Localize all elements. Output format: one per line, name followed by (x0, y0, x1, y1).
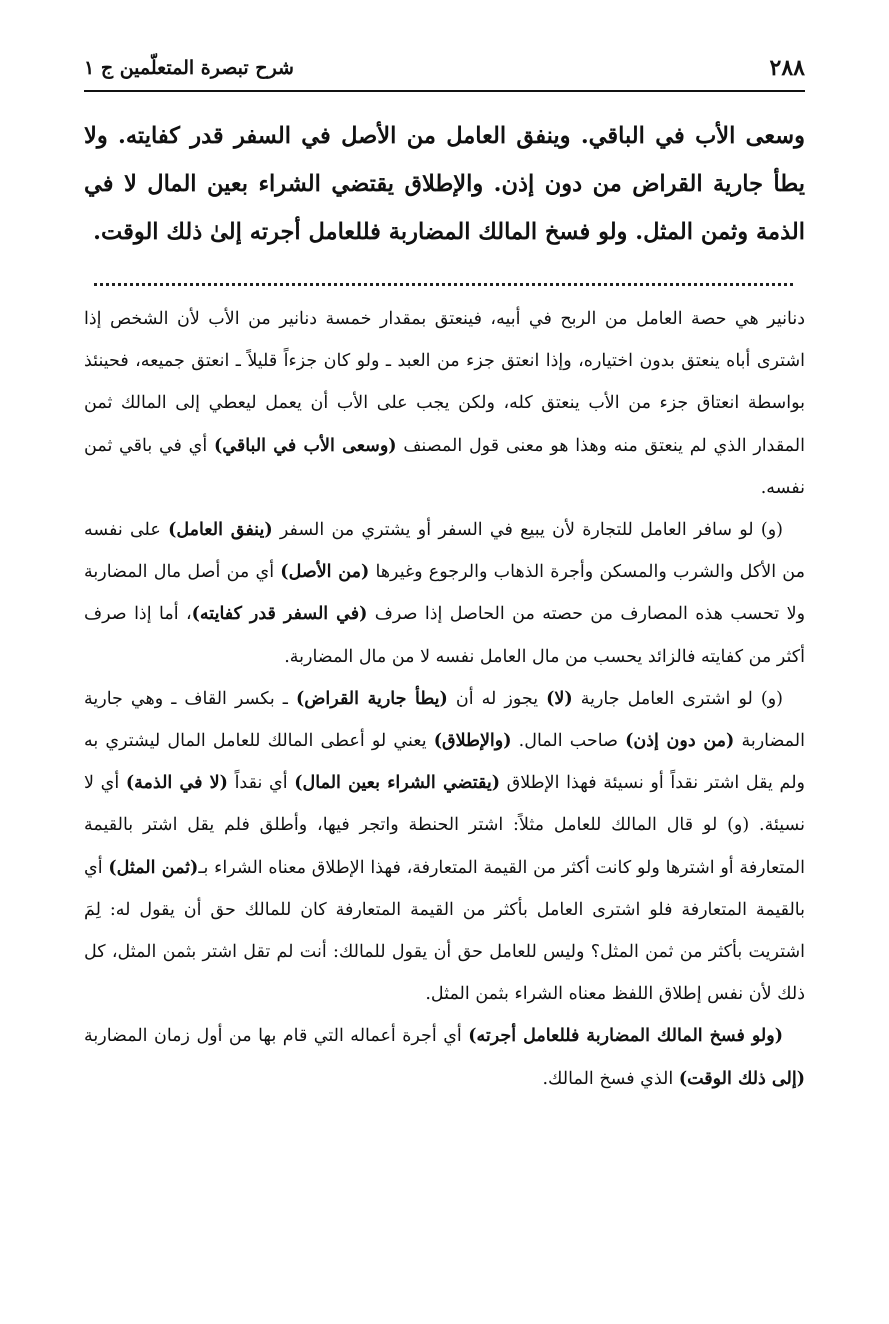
bold-quote: (لا) (546, 688, 573, 709)
bold-quote: (ولو فسخ المالك المضاربة فللعامل أجرته) (468, 1026, 783, 1047)
commentary-paragraph: (و) لو سافر العامل للتجارة لأن يبيع في السفر أو يشتري من السفر (ينفق العامل) على نفسه من الأكل والشرب والمسكن وأجرة الذهاب والرجوع وغيرها (من الأصل) أي من أصل مال المضاربة ولا تحسب هذه المصارف من حصته من الحاصل إذا صرف (في السفر قدر كفايته)، أما إذا صرف أكثر من كفايته فالزائد يحسب من مال العامل نفسه لا من مال المضاربة. (84, 520, 806, 667)
dotted-separator (94, 283, 793, 286)
bold-quote: (ينفق العامل) (168, 520, 273, 541)
commentary-paragraph: دنانير هي حصة العامل من الربح في أبيه، فينعتق بمقدار خمسة دنانير من الأب لأن الشخص إذا اشترى أباه ينعتق بدون اختياره، وإذا انعتق جزء من العبد ـ ولو كان جزءاً قليلاً ـ انعتق جميعه، فحينئذ بواسطة انعتاق جزء من الأب ينعتق كله، ولكن يجب على الأب أن يعمل ليعطي إلى المالك ثمن المقدار الذي لم ينعتق منه وهذا هو معنى قول المصنف (وسعى الأب في الباقي) أي في باقي ثمن نفسه. (84, 309, 805, 498)
commentary (84, 298, 805, 1100)
bold-quote: (من الأصل) (280, 562, 370, 583)
commentary-paragraph: (و) لو اشترى العامل جارية (لا) يجوز له أن (يطأ جارية القراض) ـ بكسر القاف ـ وهي جارية المضاربة (من دون إذن) صاحب المال. (والإطلاق) يعني لو أعطى المالك للعامل المال ليشتري به ولم يقل اشتر نقداً أو نسيئة فهذا الإطلاق (يقتضي الشراء بعين المال) أي نقداً (لا في الذمة) أي لا نسيئة. (و) لو قال المالك للعامل مثلاً: اشتر الحنطة واتجر فيها، وأطلق فلم يقل اشتر بالقيمة المتعارفة أو اشترها ولو كانت أكثر من القيمة المتعارفة، فهذا الإطلاق معناه الشراء بـ(ثمن المثل) أي بالقيمة المتعارفة فلو اشترى العامل بأكثر من القيمة المتعارفة كان للمالك حق أن يقول له: لِمَ اشتريت بأكثر من ثمن المثل؟ وليس للعامل حق أن يقول للمالك: أنت لم تقل اشتر بثمن المثل، كل ذلك لأن نفس إطلاق اللفظ معناه الشراء بثمن المثل. (84, 688, 805, 1005)
bold-quote: (من دون إذن) (625, 731, 735, 752)
page-number: ٢٨٨ (769, 55, 805, 81)
commentary-paragraph: (ولو فسخ المالك المضاربة فللعامل أجرته) أي أجرة أعماله التي قام بها من أول زمان المضاربة (إلى ذلك الوقت) الذي فسخ المالك. (84, 1026, 805, 1089)
header-divider (84, 90, 805, 92)
bold-quote: (والإطلاق) (433, 731, 512, 752)
bold-quote: (في السفر قدر كفايته) (191, 604, 368, 625)
bold-quote: (إلى ذلك الوقت) (678, 1068, 805, 1089)
page-header (84, 50, 805, 86)
bold-quote: (لا في الذمة) (125, 773, 228, 794)
bold-quote: (ثمن المثل) (108, 857, 199, 878)
running-title: شرح تبصرة المتعلّمين ج ١ (84, 57, 294, 79)
bold-quote: (وسعى الأب في الباقي) (213, 435, 397, 456)
matn-text: وسعى الأب في الباقي. وينفق العامل من الأصل في السفر قدر كفايته. ولا يطأ جارية القراض من دون إذن. والإطلاق يقتضي الشراء بعين المال لا في الذمة وثمن المثل. ولو فسخ المالك المضاربة فللعامل أجرته إلىٰ ذلك الوقت. (84, 123, 805, 245)
bold-quote: (يطأ جارية القراض) (295, 688, 448, 709)
bold-quote: (يقتضي الشراء بعين المال) (294, 773, 500, 794)
